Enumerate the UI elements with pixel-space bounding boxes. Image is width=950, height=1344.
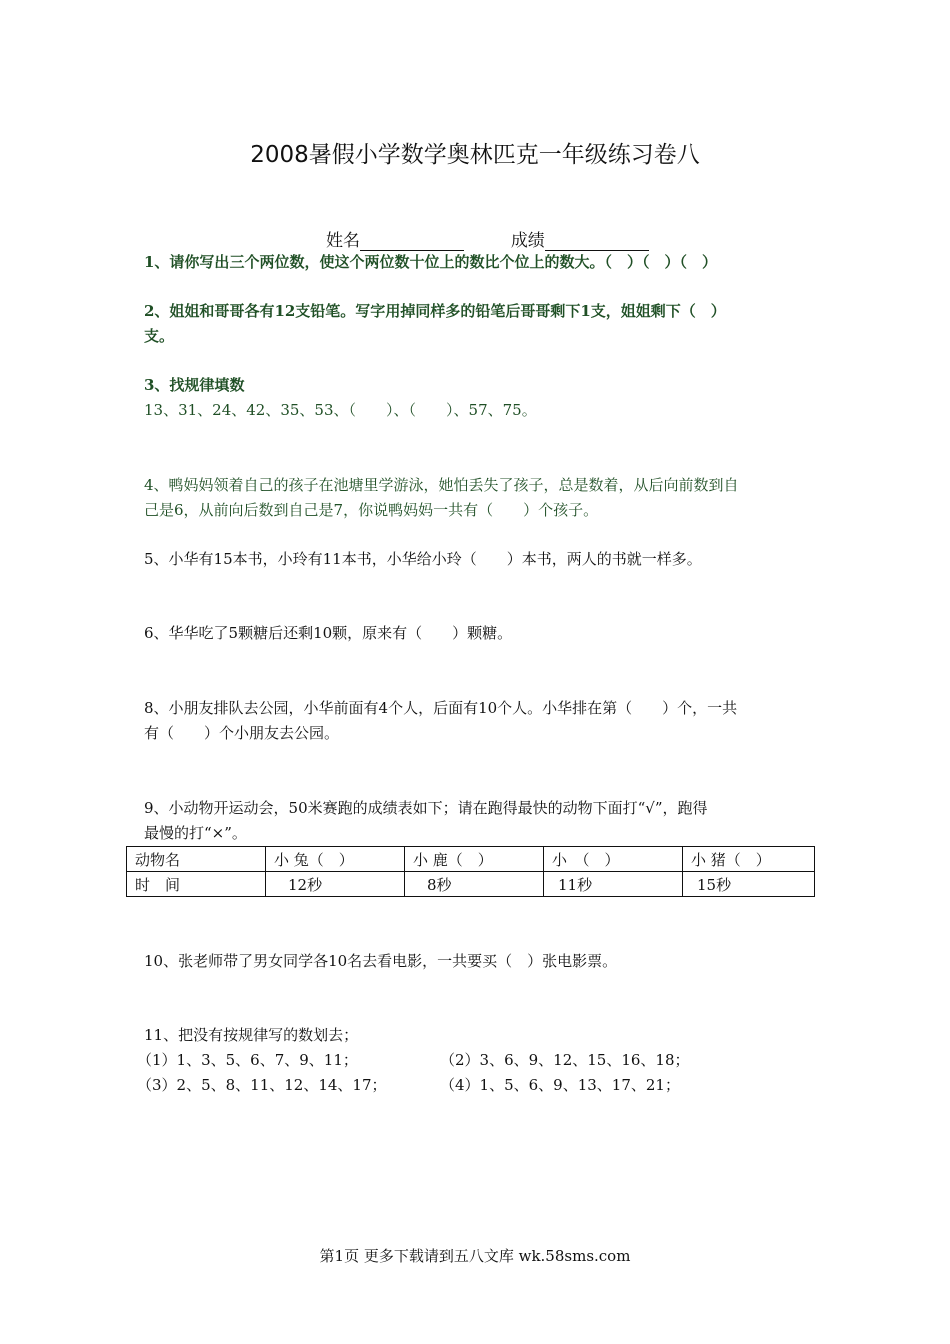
table-cell: 动物名 (127, 847, 266, 872)
question-8-line-1: 8、小朋友排队去公园，小华前面有4个人，后面有10个人。小华排在第（ ）个，一共 (144, 699, 738, 717)
name-blank (360, 233, 464, 251)
page-footer: 第1页 更多下载请到五八文库 wk.58sms.com (319, 1247, 631, 1265)
table-cell: 小 兔（ ） (266, 847, 405, 872)
page-title: 2008暑假小学数学奥林匹克一年级练习卷八 (250, 142, 700, 168)
score-blank (545, 233, 649, 251)
table-cell: 小 猪（ ） (683, 847, 815, 872)
score-label: 成绩 (510, 231, 545, 251)
question-3-title: 3、找规律填数 (144, 376, 245, 394)
question-11-item-3: （3）2、5、8、11、12、14、17； (137, 1076, 387, 1094)
question-9-line-1: 9、小动物开运动会，50米赛跑的成绩表如下；请在跑得最快的动物下面打“√”，跑得 (144, 799, 708, 817)
table-cell: 8秒 (405, 872, 544, 897)
question-8-line-2: 有（ ）个小朋友去公园。 (144, 724, 340, 742)
question-9-line-2: 最慢的打“×”。 (144, 824, 247, 842)
table-cell: 11秒 (544, 872, 683, 897)
name-label: 姓名 (326, 231, 360, 251)
question-3-sequence: 13、31、24、42、35、53、（ ）、（ ）、57、75。 (144, 401, 537, 419)
table-row (127, 847, 815, 872)
question-6: 6、华华吃了5颗糖后还剩10颗，原来有（ ）颗糖。 (144, 624, 513, 642)
question-10: 10、张老师带了男女同学各10名去看电影，一共要买（ ）张电影票。 (144, 952, 618, 970)
table-row (127, 872, 815, 897)
student-info-line (326, 226, 649, 251)
question-5: 5、小华有15本书，小玲有11本书，小华给小玲（ ）本书，两人的书就一样多。 (144, 550, 702, 568)
question-11-item-2: （2）3、6、9、12、15、16、18； (440, 1051, 690, 1069)
question-2-line-2: 支。 (144, 327, 175, 345)
question-11-item-4: （4）1、5、6、9、13、17、21； (440, 1076, 680, 1094)
table-cell: 小 （ ） (544, 847, 683, 872)
race-results-table (126, 846, 815, 897)
table-cell: 15秒 (683, 872, 815, 897)
question-2-line-1: 2、姐姐和哥哥各有12支铅笔。写字用掉同样多的铅笔后哥哥剩下1支，姐姐剩下（ ） (144, 302, 726, 320)
question-4-line-2: 己是6，从前向后数到自己是7，你说鸭妈妈一共有（ ）个孩子。 (144, 501, 599, 519)
question-1: 1、请你写出三个两位数，使这个两位数十位上的数比个位上的数大。（ ）（ ）（ ） (144, 253, 717, 271)
table-cell: 12秒 (266, 872, 405, 897)
question-11-item-1: （1）1、3、5、6、7、9、11； (137, 1051, 358, 1069)
table-cell: 时 间 (127, 872, 266, 897)
question-11-title: 11、把没有按规律写的数划去； (144, 1026, 359, 1044)
table-cell: 小 鹿（ ） (405, 847, 544, 872)
question-4-line-1: 4、鸭妈妈领着自己的孩子在池塘里学游泳，她怕丢失了孩子，总是数着，从后向前数到自 (144, 476, 739, 494)
